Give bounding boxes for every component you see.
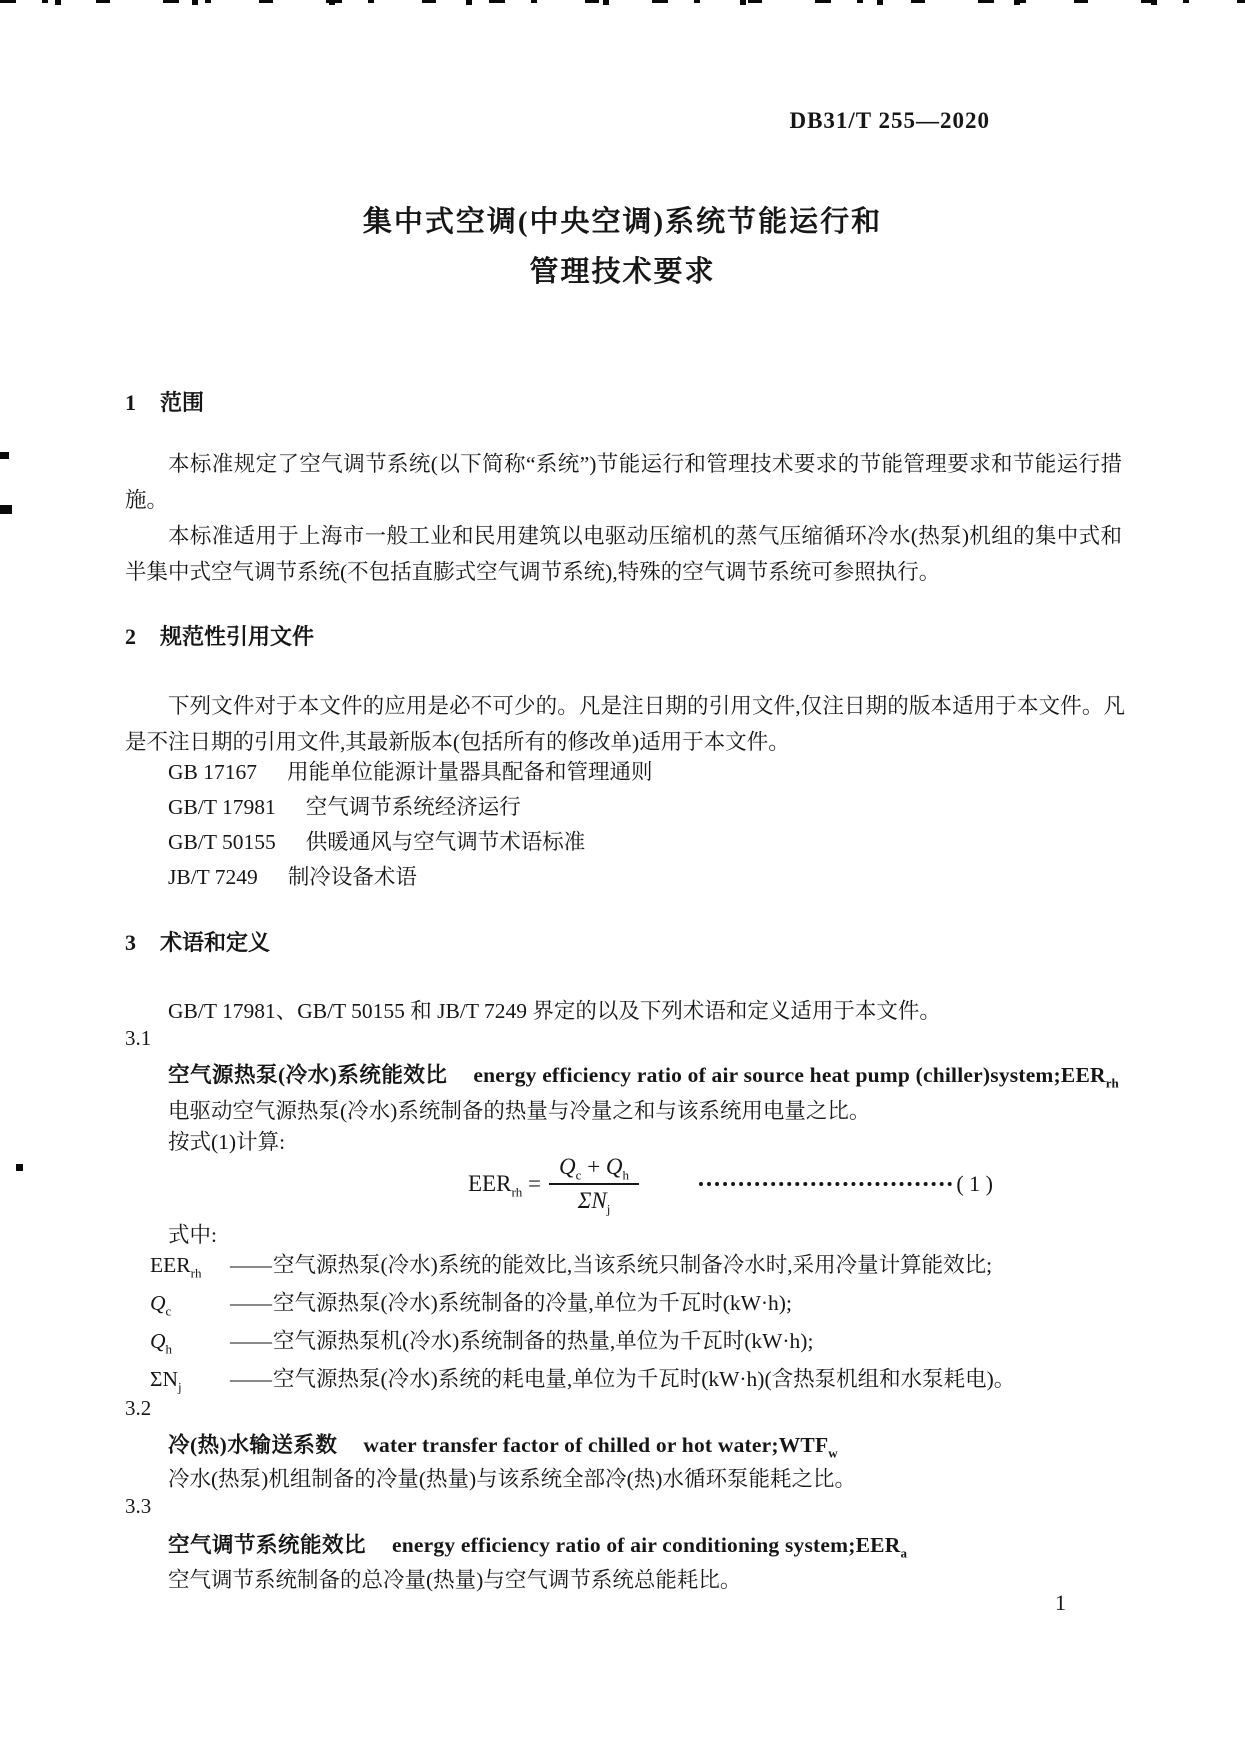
section-1-heading bbox=[125, 386, 204, 417]
ref-item bbox=[168, 755, 653, 790]
term-3-3-title-zh: 空气调节系统能效比 bbox=[168, 1533, 367, 1557]
term-3-2-title bbox=[168, 1428, 1128, 1459]
section-3-heading bbox=[125, 926, 270, 957]
section-3-title: 术语和定义 bbox=[160, 930, 271, 955]
formula-where-label: 式中: bbox=[168, 1223, 217, 1247]
term-3-1-title-en: energy efficiency ratio of air source heat pump (chiller)system;EER bbox=[473, 1063, 1106, 1087]
symbol-base: Q bbox=[150, 1291, 166, 1315]
normative-refs-list bbox=[168, 755, 653, 895]
numerator-q1: Q bbox=[559, 1154, 576, 1179]
symbol-sub: h bbox=[165, 1341, 173, 1357]
symbol bbox=[150, 1291, 230, 1319]
section-2-heading bbox=[125, 620, 314, 651]
ref-code: GB/T 17981 bbox=[168, 795, 276, 819]
ref-item bbox=[168, 790, 653, 825]
section-2-title: 规范性引用文件 bbox=[160, 624, 315, 649]
formula-fraction bbox=[549, 1153, 639, 1215]
symbol-row-eer bbox=[150, 1248, 1145, 1279]
dotted-leader bbox=[699, 1182, 952, 1186]
eer-formula bbox=[468, 1152, 993, 1216]
numerator-q2-sub: h bbox=[622, 1167, 630, 1183]
scan-speck bbox=[0, 452, 9, 459]
formula-lhs-base: EER bbox=[468, 1171, 512, 1196]
symbol bbox=[150, 1329, 230, 1357]
term-3-2-title-zh: 冷(热)水输送系数 bbox=[168, 1433, 338, 1457]
term-3-3-number: 3.3 bbox=[125, 1494, 152, 1518]
symbol bbox=[150, 1253, 230, 1281]
denominator-sub: j bbox=[606, 1201, 611, 1217]
scan-speck bbox=[0, 505, 12, 514]
ref-code: GB/T 50155 bbox=[168, 830, 276, 854]
symbol-base: Q bbox=[150, 1329, 166, 1353]
symbol-row-qc bbox=[150, 1286, 1145, 1317]
ref-code: JB/T 7249 bbox=[168, 865, 258, 889]
ref-title: 空气调节系统经济运行 bbox=[305, 795, 521, 819]
denominator-sum: ΣN bbox=[577, 1188, 607, 1213]
term-3-2-definition: 冷水(热泵)机组制备的冷量(热量)与该系统全部冷(热)水循环泵能耗之比。 bbox=[168, 1467, 856, 1491]
equation-number: ( 1 ) bbox=[956, 1171, 993, 1196]
page-number: 1 bbox=[1055, 1590, 1066, 1615]
term-3-3-title bbox=[168, 1528, 1128, 1559]
ref-code: GB 17167 bbox=[168, 760, 257, 784]
symbol-description: 空气源热泵(冷水)系统制备的冷量,单位为千瓦时(kW·h); bbox=[273, 1291, 792, 1315]
term-3-1-number: 3.1 bbox=[125, 1026, 152, 1050]
scope-paragraph-2: 本标准适用于上海市一般工业和民用建筑以电驱动压缩机的蒸气压缩循环冷水(热泵)机组的集中式和半集中式空气调节系统(不包括直膨式空气调节系统),特殊的空气调节系统可参照执行。 bbox=[125, 524, 1122, 584]
plus-sign: + bbox=[587, 1154, 601, 1179]
dash: —— bbox=[230, 1329, 271, 1353]
scan-speck bbox=[16, 1164, 23, 1171]
term-3-1-definition: 电驱动空气源热泵(冷水)系统制备的热量与冷量之和与该系统用电量之比。 bbox=[168, 1099, 871, 1123]
fraction-denominator bbox=[549, 1185, 639, 1215]
scope-paragraph-1: 本标准规定了空气调节系统(以下简称“系统”)节能运行和管理技术要求的节能管理要求和节能运行措施。 bbox=[125, 452, 1122, 512]
formula-lhs bbox=[468, 1171, 542, 1200]
symbol-sub: j bbox=[178, 1379, 182, 1395]
term-3-1-title-en-sub: rh bbox=[1105, 1075, 1119, 1091]
symbol-base: EER bbox=[150, 1253, 191, 1277]
dash: —— bbox=[230, 1367, 271, 1391]
ref-title: 供暖通风与空气调节术语标准 bbox=[305, 830, 586, 854]
ref-item bbox=[168, 860, 653, 895]
formula-intro: 按式(1)计算: bbox=[168, 1130, 286, 1154]
document-title-line2: 管理技术要求 bbox=[529, 256, 716, 288]
term-3-1-title bbox=[168, 1058, 1128, 1089]
fraction-numerator bbox=[549, 1153, 639, 1185]
symbol-sub: c bbox=[165, 1303, 172, 1319]
numerator-q1-sub: c bbox=[575, 1167, 582, 1183]
document-title-line1: 集中式空调(中央空调)系统节能运行和 bbox=[362, 206, 883, 238]
terms-intro: GB/T 17981、GB/T 50155 和 JB/T 7249 界定的以及下列术语和定义适用于本文件。 bbox=[168, 999, 941, 1023]
section-2-number: 2 bbox=[125, 624, 136, 649]
section-1-title: 范围 bbox=[160, 390, 205, 415]
symbol-description: 空气源热泵(冷水)系统的能效比,当该系统只制备冷水时,采用冷量计算能效比; bbox=[273, 1253, 993, 1277]
term-3-2-number: 3.2 bbox=[125, 1396, 152, 1420]
normative-refs-intro: 下列文件对于本文件的应用是必不可少的。凡是注日期的引用文件,仅注日期的版本适用于本文件。凡是不注日期的引用文件,其最新版本(包括所有的修改单)适用于本文件。 bbox=[125, 694, 1125, 754]
symbol-row-qh bbox=[150, 1324, 1145, 1355]
term-3-2-title-en-sub: w bbox=[828, 1445, 838, 1461]
ref-title: 用能单位能源计量器具配备和管理通则 bbox=[287, 760, 653, 784]
section-3-number: 3 bbox=[125, 930, 136, 955]
numerator-q2: Q bbox=[605, 1154, 623, 1179]
term-3-3-title-en: energy efficiency ratio of air conditioning system;EER bbox=[392, 1533, 901, 1557]
ref-title: 制冷设备术语 bbox=[287, 865, 417, 889]
formula-lhs-sub: rh bbox=[511, 1184, 523, 1200]
term-3-3-title-en-sub: a bbox=[900, 1545, 907, 1561]
term-3-1-title-zh: 空气源热泵(冷水)系统能效比 bbox=[168, 1063, 448, 1087]
equals-sign: = bbox=[528, 1171, 542, 1196]
symbol-sub: rh bbox=[190, 1265, 202, 1281]
symbol-description: 空气源热泵机(冷水)系统制备的热量,单位为千瓦时(kW·h); bbox=[273, 1329, 814, 1353]
symbol-description: 空气源热泵(冷水)系统的耗电量,单位为千瓦时(kW·h)(含热泵机组和水泵耗电)。 bbox=[273, 1367, 1016, 1391]
scan-noise-strip bbox=[0, 0, 1245, 5]
symbol-row-sum-nj bbox=[150, 1362, 1145, 1393]
dash: —— bbox=[230, 1253, 271, 1277]
dash: —— bbox=[230, 1291, 271, 1315]
term-3-3-definition: 空气调节系统制备的总冷量(热量)与空气调节系统总能耗比。 bbox=[168, 1568, 742, 1592]
standard-code: DB31/T 255—2020 bbox=[789, 108, 990, 133]
term-3-2-title-en: water transfer factor of chilled or hot water;WTF bbox=[363, 1433, 829, 1457]
symbol-base: ΣN bbox=[150, 1367, 179, 1391]
symbol bbox=[150, 1367, 230, 1395]
ref-item bbox=[168, 825, 653, 860]
section-1-number: 1 bbox=[125, 390, 136, 415]
